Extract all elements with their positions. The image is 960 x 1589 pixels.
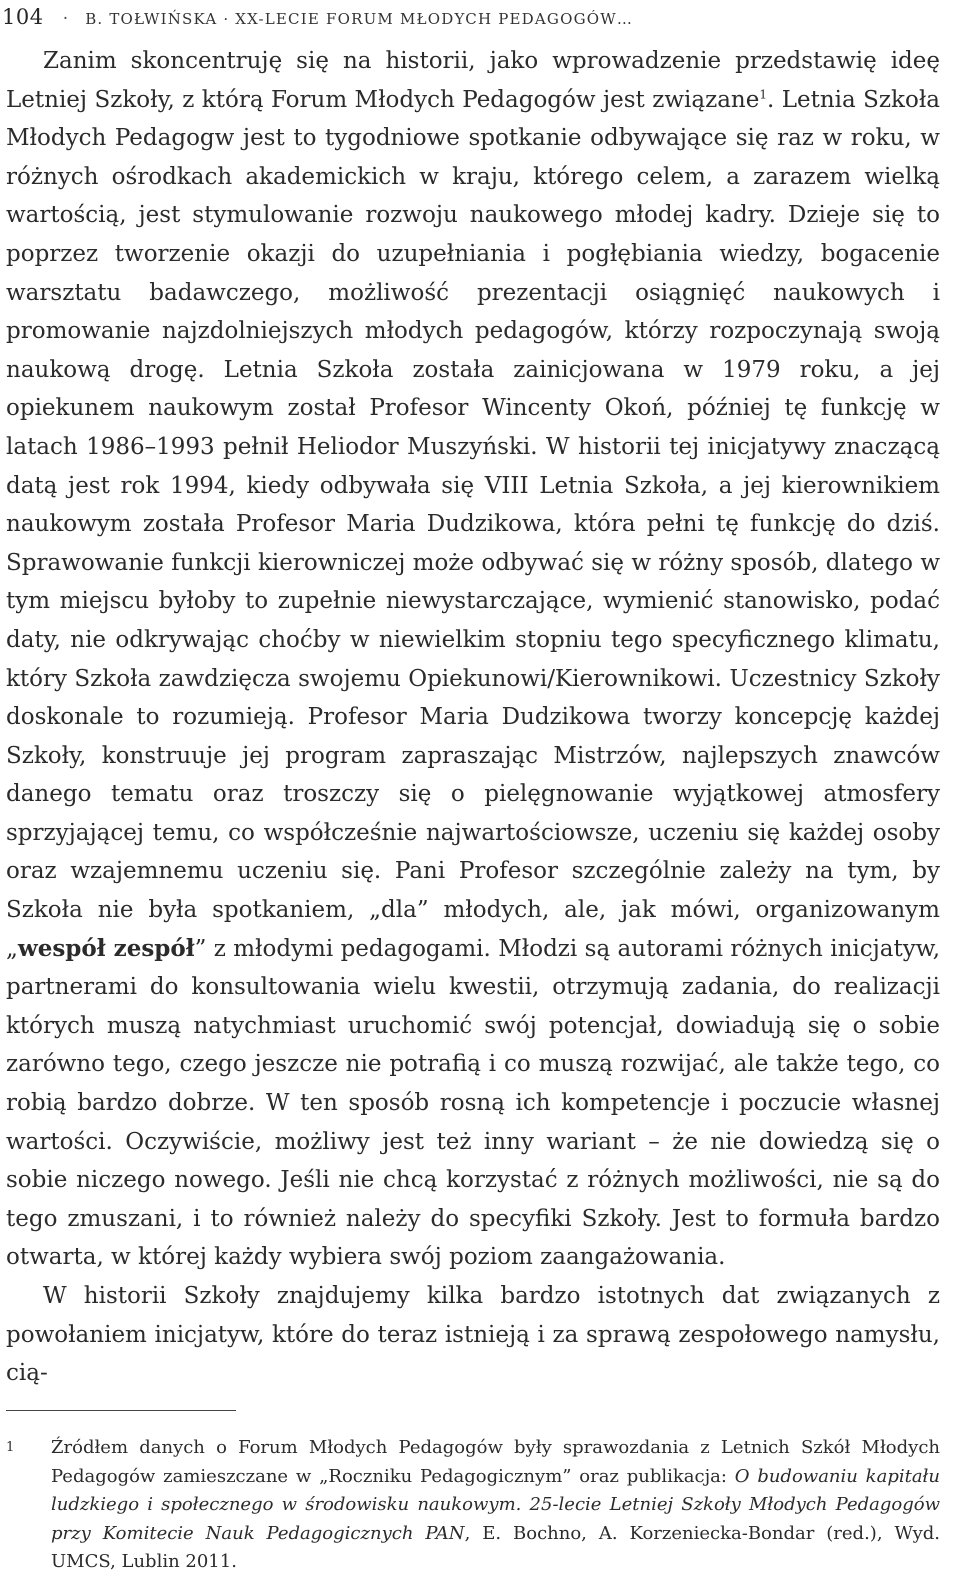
footnote-divider	[6, 1410, 236, 1411]
paragraph-2: W historii Szkoły znajdujemy kilka bardzo istotnych dat związanych z powołaniem inicjatyw, które do teraz istnieją i za sprawą zespołowego namysłu, cią-	[6, 1283, 940, 1387]
footnote-number: 1	[6, 1440, 15, 1455]
footnote-text-b: , E. Bochno, A. Korzeniecka-Bondar (red.), Wyd. UMCS, Lublin 2011.	[51, 1522, 940, 1572]
footnote	[6, 1434, 940, 1577]
paragraph-1	[6, 42, 940, 1277]
paragraph-1-part-c: ” z młodymi pedagogami. Młodzi są autorami różnych inicjatyw, partnerami do konsultowania wielu kwestii, otrzymują zadania, do realizacji których muszą natychmiast uruchomić swój potencjał, dowiadują się o sobie zarówno tego, czego jeszcze nie potrafią i co muszą rozwijać, ale także tego, co robią bardzo dobrze. W ten sposób rosną ich kompetencje i poczucie własnej wartości. Oczywiście, możliwy jest też inny wariant – że nie dowiedzą się o sobie niczego nowego. Jeśli nie chcą korzystać z różnych możliwości, nie są do tego zmuszani, i to również należy do specyfiki Szkoły. Jest to formuła bardzo otwarta, w której każdy wybiera swój poziom zaangażowania.	[6, 935, 941, 1271]
emphasis-bold: wespół zespół	[17, 934, 195, 962]
footnote-reference: 1	[759, 86, 767, 101]
running-title: B. TOŁWIŃSKA · XX-LECIE FORUM MŁODYCH PEDAGOGÓW…	[85, 10, 634, 28]
page-number: 104	[2, 5, 44, 29]
footnote-text	[51, 1434, 940, 1577]
footnote-text-a: Źródłem danych o Forum Młodych Pedagogów były sprawozdania z Letnich Szkół Młodych Pedagogów zamieszczane w „Roczniku Pedagogicznym” oraz publikacja:	[51, 1437, 940, 1487]
main-text	[6, 42, 940, 1393]
paragraph-1-part-a: Zanim skoncentruję się na historii, jako wprowadzenie przedstawię ideę Letniej Szkoły, z którą Forum Młodych Pedagogów jest związane	[6, 48, 940, 113]
running-header	[2, 2, 942, 32]
header-separator: ·	[62, 9, 69, 29]
footnote-title-italic: O budowaniu kapitału ludzkiego i społecznego w środowisku naukowym. 25-lecie Letniej Szkoły Młodych Pedagogów przy Komitecie Nauk Pedagogicznych PAN	[51, 1465, 940, 1544]
paragraph-1-part-b: . Letnia Szkoła Młodych Pedagogw jest to tygodniowe spotkanie odbywające się raz w roku, w różnych ośrodkach akademickich w kraju, którego celem, a zarazem wielką wartością, jest stymulowanie rozwoju naukowego młodej kadry. Dzieje się to poprzez tworzenie okazji do uzupełniania i pogłębiania wiedzy, bogacenie warsztatu badawczego, możliwość prezentacji osiągnięć naukowych i promowanie najzdolniejszych młodych pedagogów, którzy rozpoczynają swoją naukową drogę. Letnia Szkoła została zainicjowana w 1979 roku, a jej opiekunem naukowym został Profesor Wincenty Okoń, później tę funkcję w latach 1986–1993 pełnił Heliodor Muszyński. W historii tej inicjatywy znaczącą datą jest rok 1994, kiedy odbywała się VIII Letnia Szkoła, a jej kierownikiem naukowym została Profesor Maria Dudzikowa, która pełni tę funkcję do dziś. Sprawowanie funkcji kierowniczej może odbywać się w różny sposób, dlatego w tym miejscu byłoby to zupełnie niewystarczające, wymienić stanowisko, podać daty, nie odkrywając choćby w niewielkim stopniu tego specyficznego klimatu, który Szkoła zawdzięcza swojemu Opiekunowi/Kierownikowi. Uczestnicy Szkoły doskonale to rozumieją. Profesor Maria Dudzikowa tworzy koncepcję każdej Szkoły, konstruuje jej program zapraszając Mistrzów, najlepszych znawców danego tematu oraz troszczy się o pielęgnowanie wyjątkowej atmosfery sprzyjającej temu, co współcześnie najwartościowsze, uczeniu się każdej osoby oraz wzajemnemu uczeniu się. Pani Profesor szczególnie zależy na tym, by Szkoła nie była spotkaniem, „dla” młodych, ale, jak mówi, organizowanym „	[6, 86, 940, 962]
